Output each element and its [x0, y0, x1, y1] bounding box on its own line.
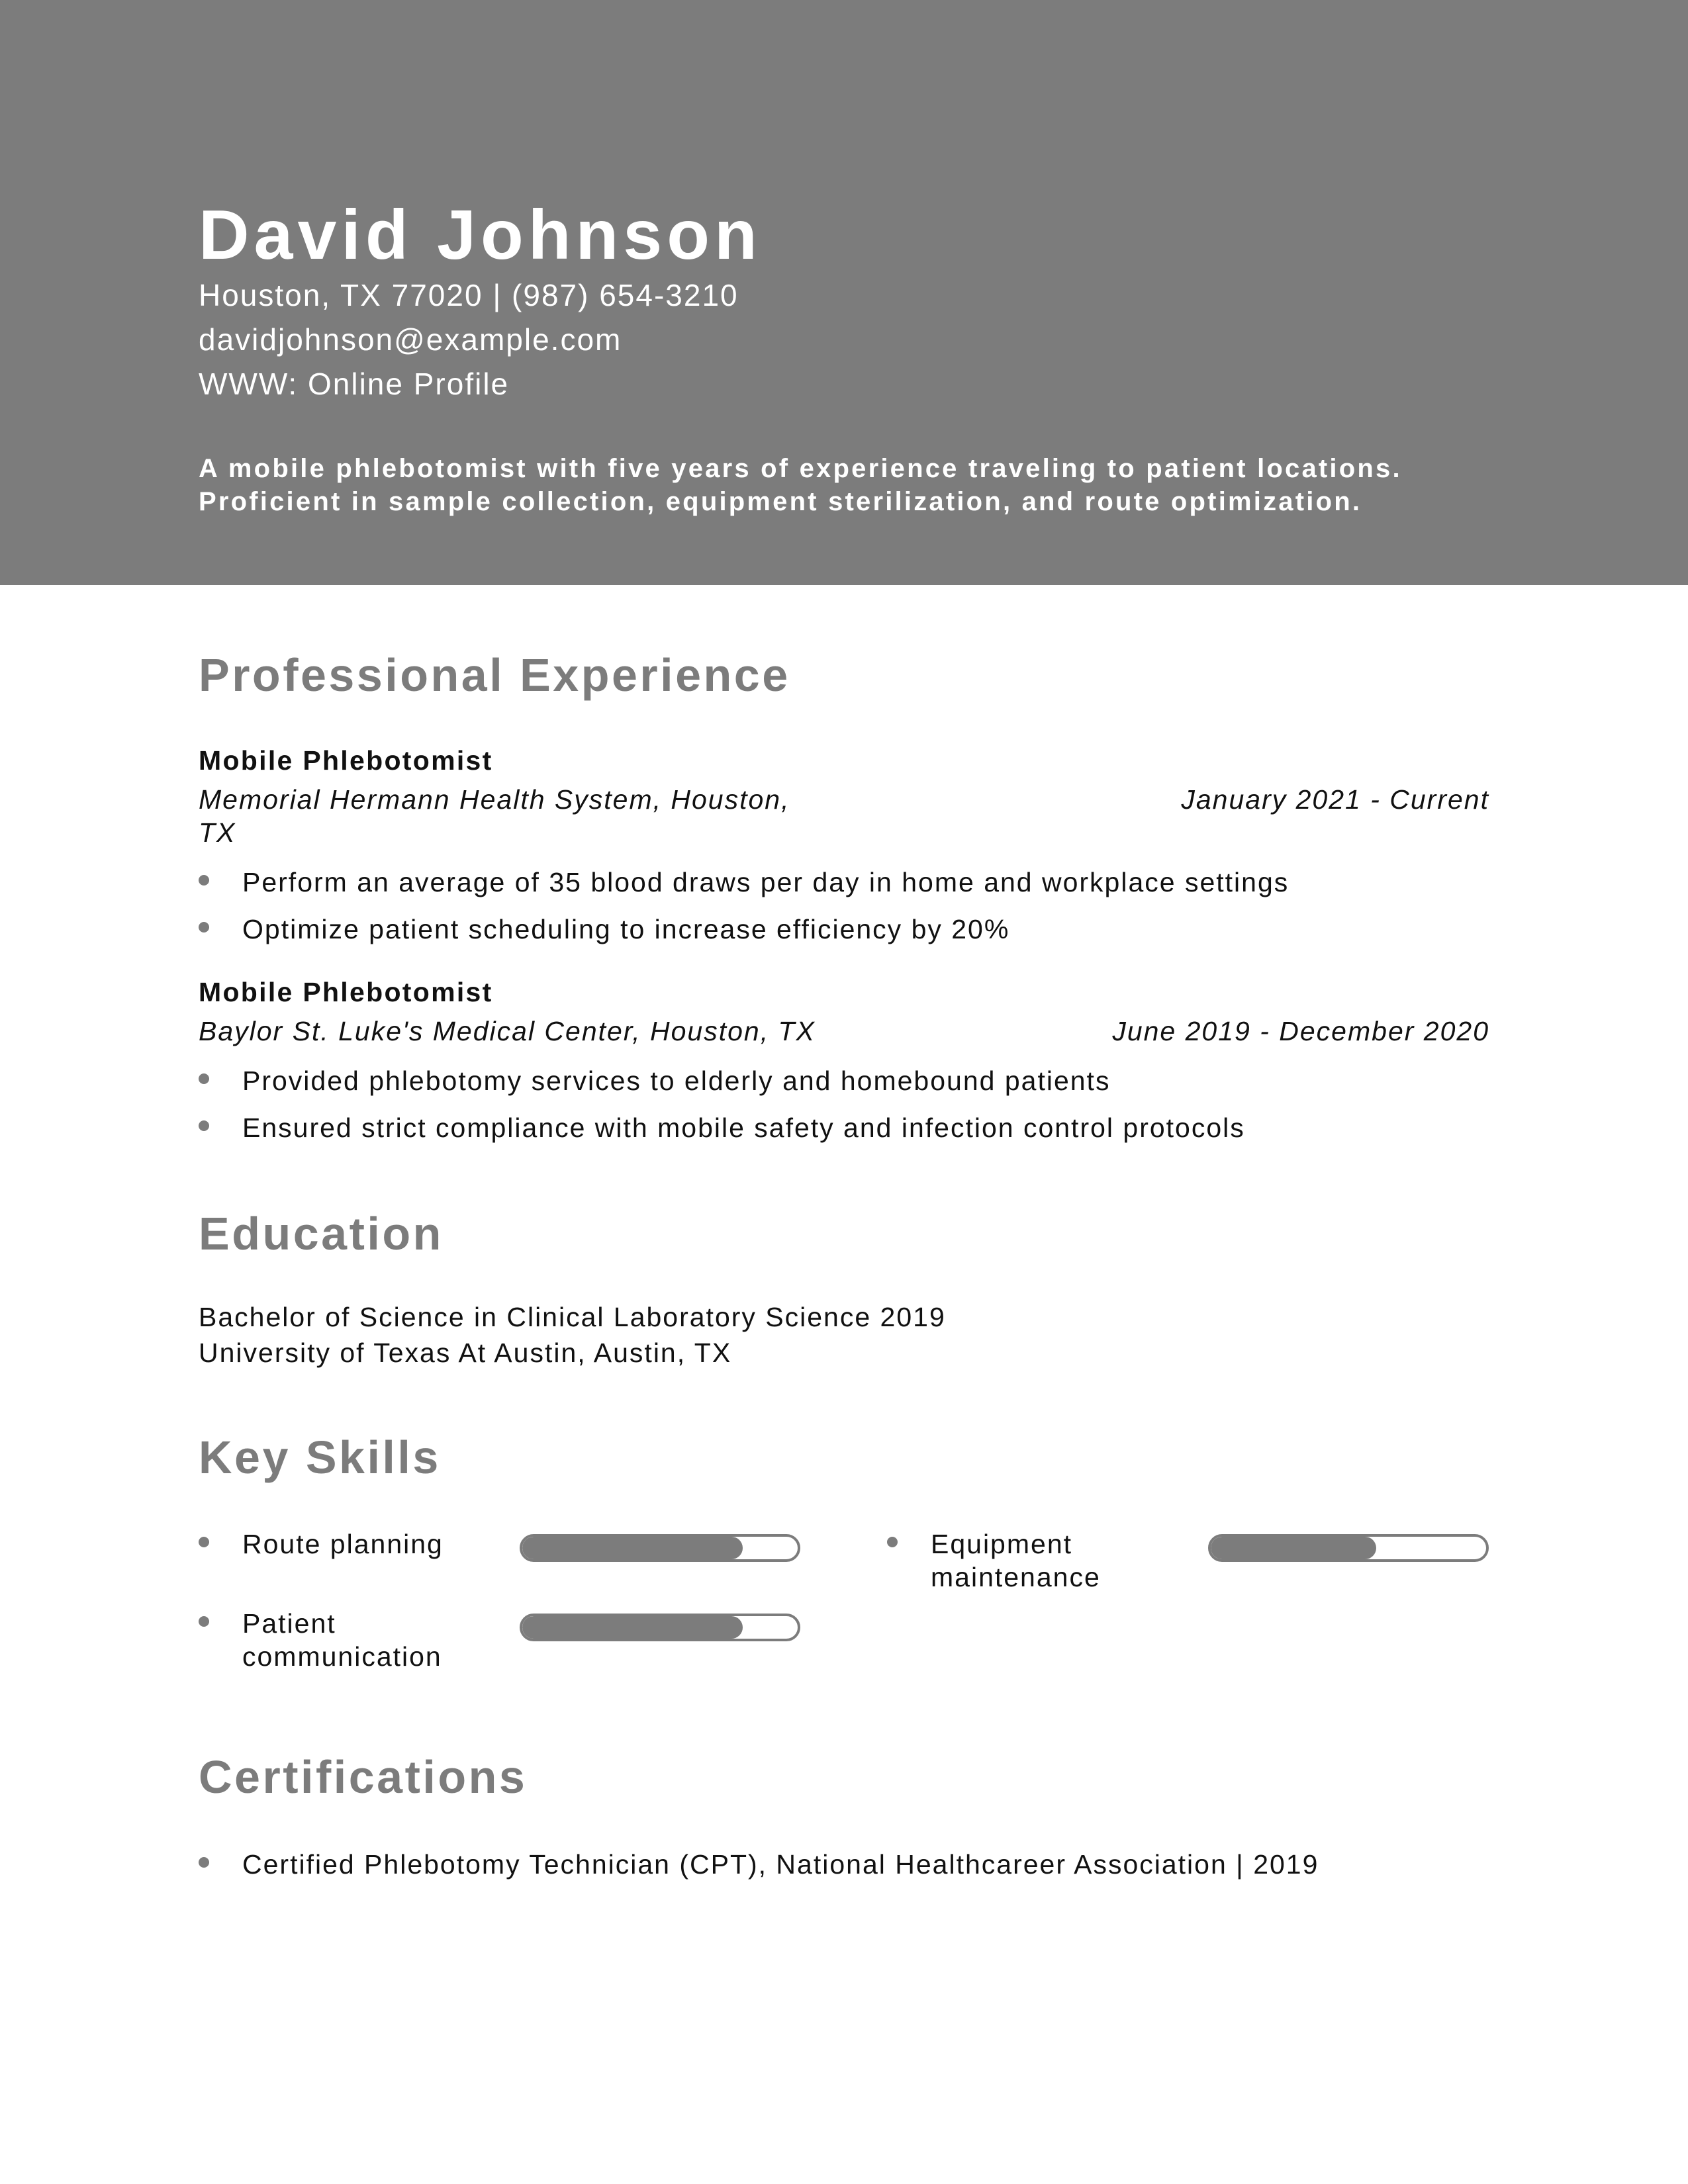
skill-label: Equipment maintenance — [931, 1529, 1101, 1592]
profile-summary — [199, 452, 1556, 518]
skill-label: Route planning — [242, 1529, 444, 1559]
skill-item — [199, 1527, 847, 1600]
experience-heading: Professional Experience — [199, 649, 790, 701]
list-item-text: Provided phlebotomy services to elderly and homebound patients — [242, 1066, 1111, 1096]
skill-level-fill — [1211, 1537, 1376, 1559]
job-employer: Memorial Hermann Health System, Houston, TX — [199, 784, 790, 848]
job-dates: June 2019 - December 2020 — [1112, 1016, 1489, 1046]
candidate-name: David Johnson — [199, 196, 762, 274]
website-link[interactable]: WWW: Online Profile — [199, 367, 510, 401]
bullet-icon — [199, 1537, 209, 1547]
education-degree: Bachelor of Science in Clinical Laboratory Science 2019 — [199, 1302, 946, 1332]
job-dates: January 2021 - Current — [1181, 784, 1489, 815]
job-employer: Baylor St. Luke's Medical Center, Houston, TX — [199, 1016, 816, 1046]
education-school: University of Texas At Austin, Austin, TX — [199, 1338, 732, 1368]
bullet-icon — [199, 1857, 209, 1868]
bullet-icon — [199, 922, 209, 933]
bullet-icon — [887, 1537, 898, 1547]
skill-label: Patient communication — [242, 1608, 442, 1672]
list-item-text: Optimize patient scheduling to increase efficiency by 20% — [242, 914, 1010, 944]
bullet-icon — [199, 1073, 209, 1084]
bullet-icon — [199, 875, 209, 886]
bullet-icon — [199, 1120, 209, 1131]
skill-item — [199, 1607, 847, 1680]
address-phone: Houston, TX 77020 | (987) 654-3210 — [199, 278, 739, 312]
bullet-icon — [199, 1616, 209, 1627]
email-link[interactable]: davidjohnson@example.com — [199, 322, 622, 357]
list-item-text: Perform an average of 35 blood draws per day in home and workplace settings — [242, 867, 1289, 897]
skills-heading: Key Skills — [199, 1432, 441, 1483]
skill-level-fill — [522, 1616, 743, 1639]
education-heading: Education — [199, 1208, 444, 1259]
list-item-text: Certified Phlebotomy Technician (CPT), National Healthcareer Association | 2019 — [242, 1849, 1319, 1880]
skill-level-bar — [520, 1534, 800, 1562]
job-title: Mobile Phlebotomist — [199, 977, 493, 1007]
skill-level-bar — [1208, 1534, 1489, 1562]
summary-line: A mobile phlebotomist with five years of experience traveling to patient locations. — [199, 454, 1402, 483]
header-band — [0, 0, 1688, 585]
summary-line: Proficient in sample collection, equipment sterilization, and route optimization. — [199, 487, 1362, 516]
job-title: Mobile Phlebotomist — [199, 745, 493, 776]
skill-level-fill — [522, 1537, 743, 1559]
list-item-text: Ensured strict compliance with mobile safety and infection control protocols — [242, 1113, 1245, 1143]
skill-item — [887, 1527, 1536, 1600]
skill-level-bar — [520, 1614, 800, 1641]
certifications-heading: Certifications — [199, 1751, 528, 1803]
